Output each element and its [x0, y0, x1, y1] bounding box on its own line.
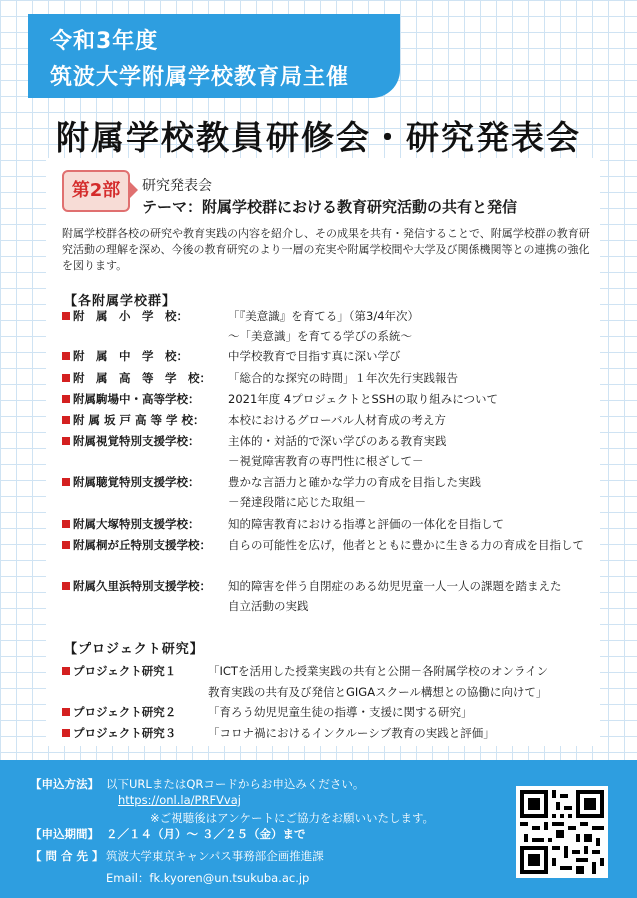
- project-topic-line2: 教育実践の共有及び発信とGIGAスクール構想との協働に向けて」: [208, 685, 548, 699]
- project-topic: 「コロナ禍におけるインクルーシブ教育の実践と評価」: [208, 726, 495, 740]
- bullet-icon: [62, 541, 70, 549]
- school-row: [62, 410, 602, 430]
- project-topic: 「育ろう幼児児童生徒の指導・支援に関する研究」: [208, 705, 473, 719]
- school-topic-line2: －発達段階に応じた取組－: [228, 495, 366, 509]
- project-name: プロジェクト研究３: [73, 726, 177, 740]
- bullet-icon: [62, 416, 70, 424]
- page-title: 附属学校教員研修会・研究発表会: [56, 118, 581, 157]
- header-organizer: 筑波大学附属学校教育局主催: [50, 65, 350, 90]
- project-row: [62, 661, 602, 699]
- bullet-icon: [62, 729, 70, 737]
- school-topic: 「『美意識』を育てる」（第3/4年次）: [228, 309, 420, 323]
- school-topic-line2: －視覚障害教育の専門性に根ざして－: [228, 454, 424, 468]
- school-row: [62, 431, 602, 468]
- bullet-icon: [62, 667, 70, 675]
- part-arrow-icon: [128, 180, 138, 200]
- period-label: 【申込期間】: [30, 827, 99, 841]
- school-topic: 本校におけるグローバル人材育成の考え方: [228, 413, 446, 427]
- project-name: プロジェクト研究２: [73, 705, 177, 719]
- contact-text: 筑波大学東京キャンパス事務部企画推進課: [106, 849, 324, 863]
- school-name: 附 属 高 等 学 校：: [73, 371, 211, 385]
- school-row: [62, 368, 602, 388]
- school-topic: 中学校教育で目指す真に深い学び: [228, 349, 401, 363]
- bullet-icon: [62, 437, 70, 445]
- header-year: 令和3年度: [50, 29, 159, 54]
- period-text: ２／１４（月）～ ３／２５（金）まで: [106, 827, 306, 841]
- schools-heading: 【各附属学校群】: [64, 294, 177, 309]
- school-name: 附属桐が丘特別支援学校：: [73, 538, 211, 552]
- bullet-icon: [62, 395, 70, 403]
- projects-heading: 【プロジェクト研究】: [64, 642, 204, 657]
- school-topic: 豊かな言語力と確かな学力の育成を目指した実践: [228, 475, 481, 489]
- school-topic: 自らの可能性を広げ，他者とともに豊かに生きる力の育成を目指して: [228, 538, 585, 552]
- school-name: 附属聴覚特別支援学校：: [73, 475, 200, 489]
- school-topic-line2: ～「美意識」を育てる学びの系統～: [228, 329, 412, 343]
- qr-code-icon[interactable]: [516, 786, 608, 878]
- school-topic: 「総合的な探究の時間」１年次先行実践報告: [228, 371, 458, 385]
- qr-code-graphic: [520, 790, 604, 874]
- part-tag: 第2部: [62, 170, 130, 212]
- bullet-icon: [62, 478, 70, 486]
- school-name: 附属久里浜特別支援学校：: [73, 579, 211, 593]
- bullet-icon: [62, 520, 70, 528]
- email-text: Email：fk.kyoren@un.tsukuba.ac.jp: [106, 871, 310, 885]
- project-name: プロジェクト研究１: [73, 664, 177, 678]
- project-row: [62, 723, 602, 743]
- school-name: 附属駒場中・高等学校：: [73, 392, 200, 406]
- school-row: [62, 389, 602, 409]
- school-topic-line2: 自立活動の実践: [228, 599, 309, 613]
- school-name: 附 属 坂 戸 高 等 学 校：: [73, 413, 205, 427]
- header-band: [28, 14, 400, 98]
- school-name: 附属視覚特別支援学校：: [73, 434, 200, 448]
- apply-url-link[interactable]: https://onl.la/PRFVvaj: [118, 793, 241, 807]
- project-row: [62, 702, 602, 722]
- bullet-icon: [62, 708, 70, 716]
- school-row: [62, 472, 602, 509]
- apply-text: 以下URLまたはQRコードからお申込みください。: [106, 777, 365, 791]
- contact-label: 【 問 合 先 】: [30, 849, 104, 863]
- part-subtitle: 研究発表会: [142, 178, 212, 194]
- school-topic: 知的障害教育における指導と評価の一体化を目指して: [228, 517, 504, 531]
- bullet-icon: [62, 582, 70, 590]
- school-topic: 知的障害を伴う自閉症のある幼児児童一人一人の課題を踏まえた: [228, 579, 562, 593]
- school-row: [62, 346, 602, 366]
- apply-label: 【申込方法】: [30, 777, 99, 791]
- project-topic: 「ICTを活用した授業実践の共有と公開－各附属学校のオンライン: [208, 664, 549, 678]
- school-row: [62, 306, 602, 343]
- school-topic: 主体的・対話的で深い学びのある教育実践: [228, 434, 447, 448]
- bullet-icon: [62, 352, 70, 360]
- school-name: 附 属 中 学 校：: [73, 349, 188, 363]
- school-row: [62, 576, 602, 613]
- school-row: [62, 535, 602, 555]
- intro-text: 附属学校群各校の研究や教育実践の内容を紹介し、その成果を共有・発信することで、附属学校群の教育研究活動の理解を深め、今後の教育研究のより一層の充実や附属学校間や大学及び関係機関等との連携の強化を図ります。: [62, 227, 590, 272]
- part-theme: テーマ：附属学校群における教育研究活動の共有と発信: [142, 198, 518, 216]
- school-topic: 2021年度 4プロジェクトとSSHの取り組みについて: [228, 392, 499, 406]
- bullet-icon: [62, 312, 70, 320]
- school-name: 附属大塚特別支援学校：: [73, 517, 200, 531]
- apply-note: ※ご視聴後はアンケートにご協力をお願いいたします。: [150, 811, 435, 825]
- school-row: [62, 514, 602, 534]
- school-name: 附 属 小 学 校：: [73, 309, 188, 323]
- bullet-icon: [62, 374, 70, 382]
